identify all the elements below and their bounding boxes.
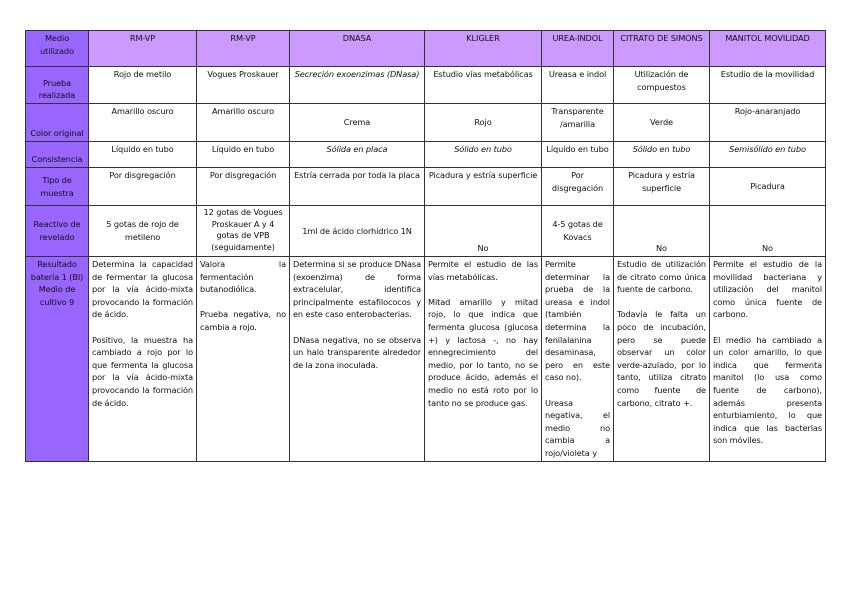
col-header: MANITOL MOVILIDAD (710, 31, 826, 67)
col-header: RM-VP (89, 31, 197, 67)
cell: Utilización de compuestos (614, 67, 710, 104)
row-label-reactivo: Reactivo de revelado (26, 206, 89, 257)
row-color (26, 104, 826, 142)
result-cell (290, 257, 425, 462)
col-header: KLIGLER (425, 31, 542, 67)
cell: Rojo-anaranjado (710, 104, 826, 142)
result-text: Permite el estudio de las vías metabólicas. (428, 259, 538, 282)
result-cell (425, 257, 542, 462)
result-text: Valora la fermentación butanodiólica. (200, 259, 286, 295)
cell: Rojo de metilo (89, 67, 197, 104)
result-cell (89, 257, 197, 462)
cell: Crema (290, 104, 425, 142)
cell: Ureasa e indol (542, 67, 614, 104)
result-text: El medio ha cambiado a un color amarillo, lo que indica que fermenta manitol (lo usa como fuente de carbono), además presenta enturbiamiento, lo que indica que las bacterias son móviles. (713, 334, 822, 446)
cell: 12 gotas de Vogues Proskauer A y 4 gotas de VPB (seguidamente) (197, 206, 290, 257)
cell: Picadura y estría superficie (614, 168, 710, 206)
result-text: Todavía le falta un poco de incubación, pero se puede observar un color verde-azulado, por lo tanto, utiliza citrato como fuente de carbono, citrato +. (617, 309, 706, 408)
cell: Verde (614, 104, 710, 142)
cell: Picadura (710, 168, 826, 206)
result-cell (710, 257, 826, 462)
cell: No (710, 206, 826, 257)
row-consistencia (26, 142, 826, 168)
culture-media-table (25, 30, 826, 462)
cell: Amarillo oscuro (197, 104, 290, 142)
result-text: Prueba negativa, no cambia a rojo. (200, 309, 286, 332)
row-prueba (26, 67, 826, 104)
cell: Líquido en tubo (89, 142, 197, 168)
cell: Estudio de la movilidad (710, 67, 826, 104)
row-label-resultado: Resultado batería 1 (BI) Medio de cultivo 9 (26, 257, 89, 462)
cell: Transparente /amarilla (542, 104, 614, 142)
result-cell (197, 257, 290, 462)
row-label-prueba: Prueba realizada (26, 67, 89, 104)
result-text: Determina la capacidad de fermentar la glucosa por la vía ácido-mixta provocando la formación de ácido. (92, 259, 193, 320)
cell: No (614, 206, 710, 257)
cell: Líquido en tubo (542, 142, 614, 168)
cell: Por disgregación (197, 168, 290, 206)
col-header: RM-VP (197, 31, 290, 67)
row-label-consistencia: Consistencia (26, 142, 89, 168)
cell: Líquido en tubo (197, 142, 290, 168)
cell: Por disgregación (89, 168, 197, 206)
cell: Secreción exoenzimas (DNasa) (290, 67, 425, 104)
col-header: DNASA (290, 31, 425, 67)
row-label-medio: Medio utilizado (26, 31, 89, 67)
cell: Rojo (425, 104, 542, 142)
row-medio (26, 31, 826, 67)
cell: No (425, 206, 542, 257)
cell: 4-5 gotas de Kovacs (542, 206, 614, 257)
row-tipo (26, 168, 826, 206)
result-text: Ureasa negativa, el medio no cambia a rojo/violeta y (545, 397, 610, 458)
cell: Picadura y estría superficie (425, 168, 542, 206)
result-text: Permite determinar la prueba de la ureasa e indol (también determina la fenilalanina desaminasa, pero en este caso no). (545, 259, 610, 383)
row-label-tipo: Tipo de muestra (26, 168, 89, 206)
cell: 1ml de ácido clorhídrico 1N (290, 206, 425, 257)
result-text: Mitad amarillo y mitad rojo, lo que indica que fermenta glucosa (glucosa +) y lactosa -, no hay ennegrecimiento del medio, por lo tanto, no se produce ácido, además el medio no está roto por lo tanto no se produce gas. (428, 296, 538, 408)
result-text: Estudio de utilización de citrato como única fuente de carbono. (617, 259, 706, 295)
row-resultado (26, 257, 826, 462)
row-label-color: Color original (26, 104, 89, 142)
cell: 5 gotas de rojo de metileno (89, 206, 197, 257)
cell: Sólida en placa (290, 142, 425, 168)
cell: Sólido en tubo (614, 142, 710, 168)
cell: Amarillo oscuro (89, 104, 197, 142)
result-text: DNasa negativa, no se observa un halo transparente alrededor de la zona inoculada. (293, 334, 421, 370)
row-reactivo (26, 206, 826, 257)
col-header: UREA-INDOL (542, 31, 614, 67)
result-cell (614, 257, 710, 462)
cell: Por disgregación (542, 168, 614, 206)
cell: Vogues Proskauer (197, 67, 290, 104)
result-cell (542, 257, 614, 462)
col-header: CITRATO DE SIMONS (614, 31, 710, 67)
result-text: Positivo, la muestra ha cambiado a rojo por lo que fermenta la glucosa por la vía ácido-mixta provocando la formación de ácido. (92, 334, 193, 408)
cell: Sólido en tubo (425, 142, 542, 168)
cell: Estudio vías metabólicas (425, 67, 542, 104)
cell: Estría cerrada por toda la placa (290, 168, 425, 206)
result-text: Permite el estudio de la movilidad bacteriana y utilización del manitol como única fuente de carbono. (713, 259, 822, 320)
result-text: Determina si se produce DNasa (exoenzima) de forma extracelular, identifica principalmente estafilococos y en este caso enterobacterias. (293, 259, 421, 320)
cell: Semisólido en tubo (710, 142, 826, 168)
